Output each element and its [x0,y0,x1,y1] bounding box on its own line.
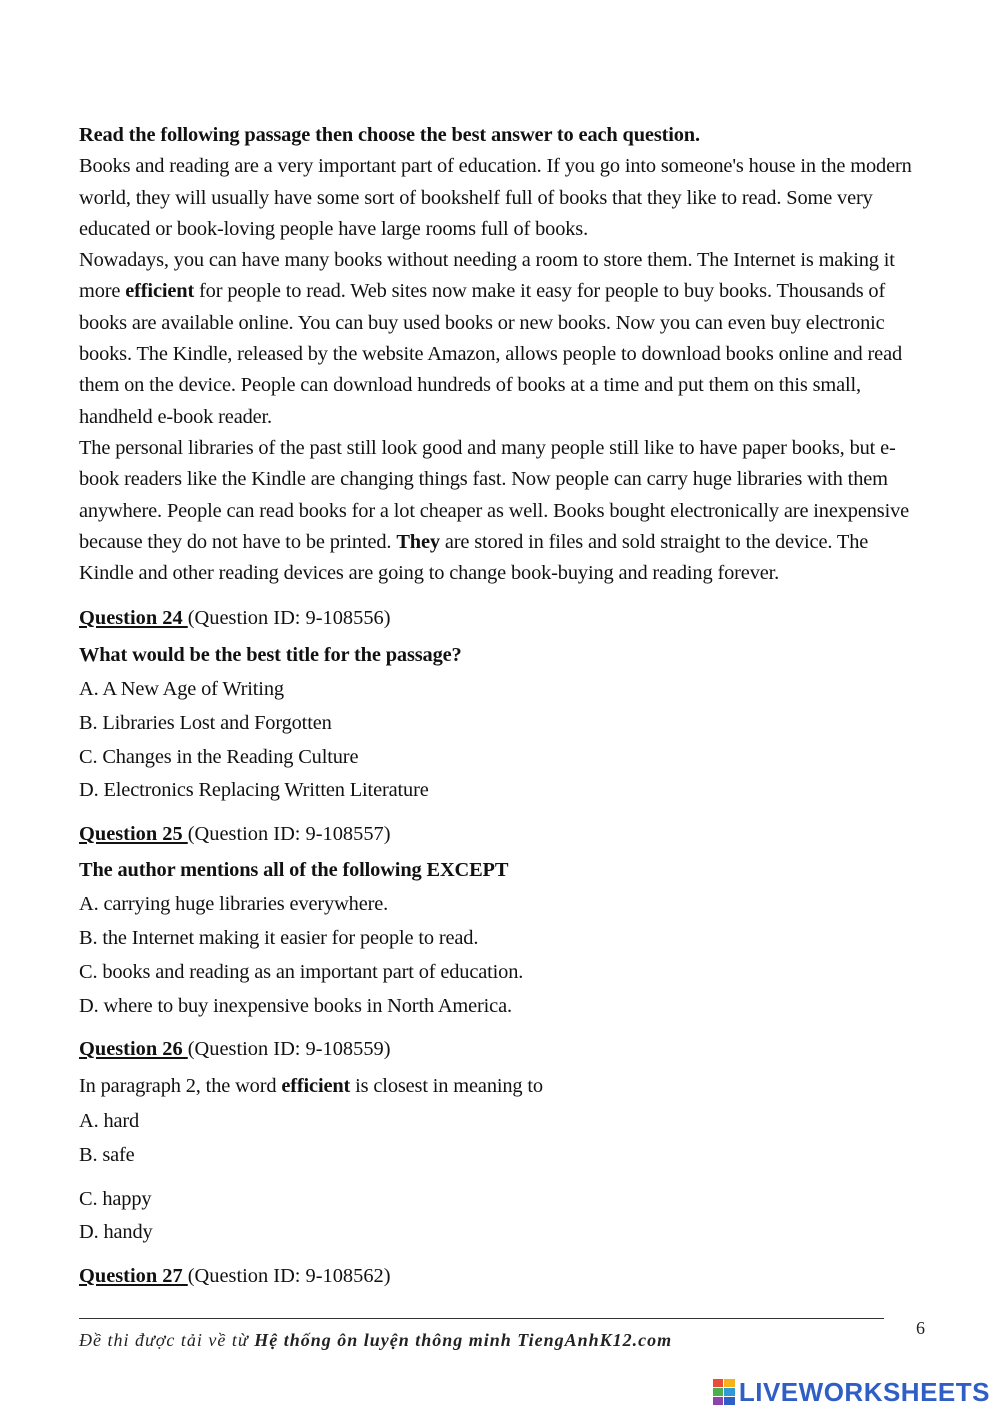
question-id: (Question ID: 9-108556) [187,607,391,629]
passage-paragraph-1: Books and reading are a very important part of education. If you go into someone's house in the modern world, they will usually have some sort of bookshelf full of books that they like to read. Some very educated or book-loving people have large rooms full of books. [79,155,912,240]
footer-source: Đề thi được tải về từ Hệ thống ôn luyện thông minh TiengAnhK12.com [79,1330,673,1350]
liveworksheets-logo-icon [713,1379,735,1405]
question-26-option-b[interactable]: B. safe [79,1144,135,1166]
question-26-prompt: In paragraph 2, the word efficient is closest in meaning to [79,1075,543,1097]
passage-paragraph-2: Nowadays, you can have many books without needing a room to store them. The Internet is making it more efficient for people to read. Web sites now make it easy for people to buy books. Thousands of books are available online. You can buy used books or new books. Now you can even buy electronic books. The Kindle, released by the website Amazon, allows people to download books online and read them on the device. People can download hundreds of books at a time and put them on this small, handheld e-book reader. [79,249,903,428]
question-24-prompt: What would be the best title for the passage? [79,644,462,666]
question-number: Question 24 [79,607,188,629]
question-26-option-a[interactable]: A. hard [79,1110,140,1132]
question-number: Question 25 [79,823,188,845]
question-24-option-a[interactable]: A. A New Age of Writing [79,678,284,700]
liveworksheets-brand[interactable] [713,1377,990,1407]
question-25-title [79,823,391,846]
passage-heading: Read the following passage then choose the best answer to each question. [79,124,700,146]
liveworksheets-wordmark: LIVEWORKSHEETS [738,1376,990,1407]
question-26-option-d[interactable]: D. handy [79,1221,153,1243]
question-25-option-d[interactable]: D. where to buy inexpensive books in North America. [79,995,512,1017]
footer-divider [79,1318,884,1319]
question-number: Question 26 [79,1038,188,1060]
reading-passage [79,120,924,589]
question-id: (Question ID: 9-108557) [187,823,391,845]
question-25-option-b[interactable]: B. the Internet making it easier for people to read. [79,927,479,949]
question-26-title [79,1038,391,1061]
question-id: (Question ID: 9-108559) [187,1038,391,1060]
page-number: 6 [916,1318,925,1338]
question-25-option-c[interactable]: C. books and reading as an important part of education. [79,961,524,983]
question-id: (Question ID: 9-108562) [187,1265,391,1287]
question-24-title [79,607,391,630]
question-26-option-c[interactable]: C. happy [79,1188,152,1210]
question-24-option-b[interactable]: B. Libraries Lost and Forgotten [79,712,332,734]
question-25-option-a[interactable]: A. carrying huge libraries everywhere. [79,893,389,915]
question-24-option-d[interactable]: D. Electronics Replacing Written Literature [79,779,429,801]
question-number: Question 27 [79,1265,188,1287]
passage-paragraph-3: The personal libraries of the past still look good and many people still like to have paper books, but e-book readers like the Kindle are changing things fast. Now people can carry huge libraries with them anywhere. People can read books for a lot cheaper as well. Books bought electronically are inexpensive because they do not have to be printed. They are stored in files and sold straight to the device. The Kindle and other reading devices are going to change book-buying and reading forever. [79,436,910,585]
question-27-title [79,1265,391,1288]
highlighted-word-efficient: efficient [125,280,195,303]
question-25-prompt: The author mentions all of the following EXCEPT [79,859,509,881]
question-24-option-c[interactable]: C. Changes in the Reading Culture [79,746,359,768]
highlighted-word-they: They [396,530,440,553]
